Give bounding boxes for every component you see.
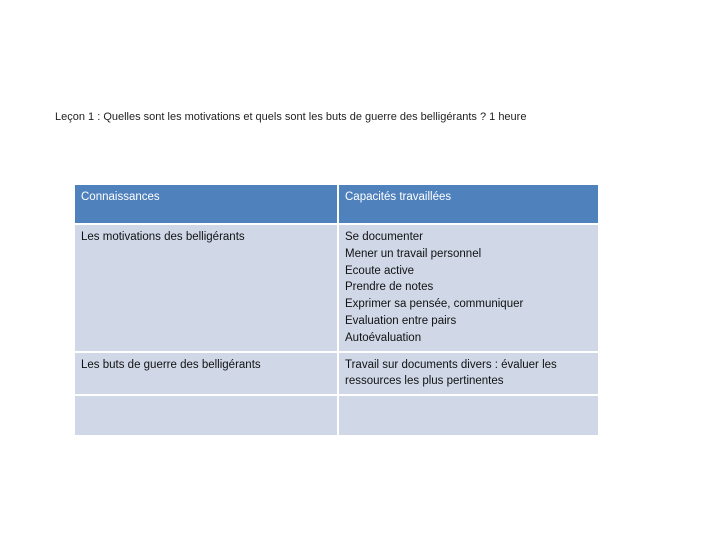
header-skills: Capacités travaillées xyxy=(339,185,598,223)
lesson-table xyxy=(73,183,600,437)
skill-item: Evaluation entre pairs xyxy=(345,314,457,327)
skill-item: Prendre de notes xyxy=(345,281,434,294)
table-row xyxy=(75,353,598,395)
table-row xyxy=(75,225,598,351)
skill-item: ressources les plus pertinentes xyxy=(345,375,504,388)
knowledge-cell xyxy=(75,396,337,435)
skill-item: Exprimer sa pensée, communiquer xyxy=(345,298,524,311)
skills-cell xyxy=(339,225,598,351)
skill-item: Se documenter xyxy=(345,231,423,243)
knowledge-cell: Les motivations des belligérants xyxy=(75,225,337,351)
table-header-row xyxy=(75,185,598,223)
skill-item: Travail sur documents divers : évaluer les xyxy=(345,358,557,371)
skill-item: Ecoute active xyxy=(345,264,415,277)
skills-cell xyxy=(339,396,598,435)
skills-cell xyxy=(339,353,598,395)
table-row-empty xyxy=(75,396,598,435)
skill-item: Mener un travail personnel xyxy=(345,247,482,260)
skill-item: Autoévaluation xyxy=(345,331,422,344)
knowledge-cell: Les buts de guerre des belligérants xyxy=(75,353,337,395)
lesson-title: Leçon 1 : Quelles sont les motivations et quels sont les buts de guerre des belligérants ? 1 heure xyxy=(55,111,527,123)
header-knowledge: Connaissances xyxy=(75,185,337,223)
